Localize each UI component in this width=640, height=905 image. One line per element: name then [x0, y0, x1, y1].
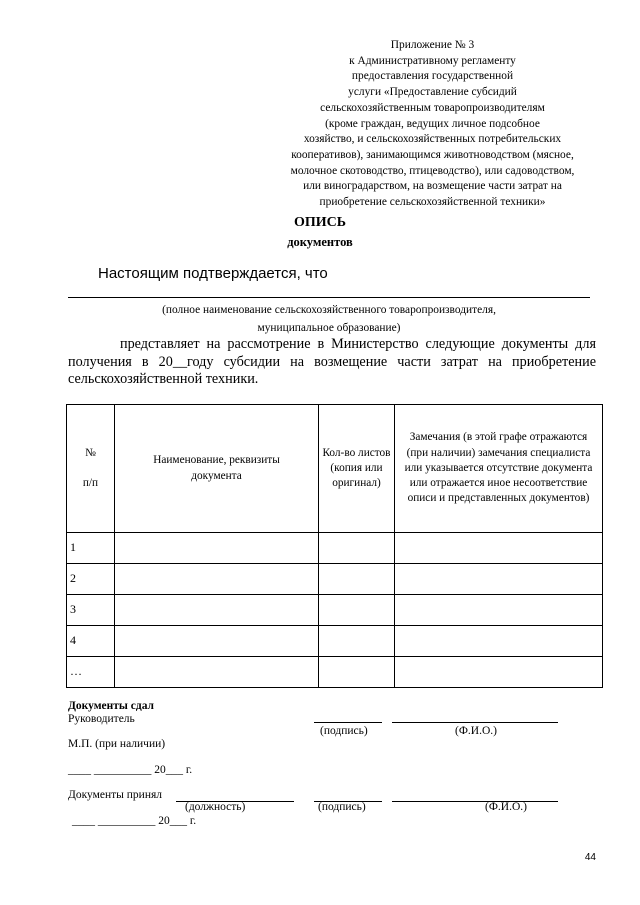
annex-header: [260, 38, 605, 211]
row-number: 4: [67, 626, 115, 657]
handed-fio-line[interactable]: [392, 722, 558, 723]
applicant-name-field[interactable]: [68, 297, 590, 298]
applicant-hint-line1: (полное наименование сельскохозяйственного товаропроизводителя,: [162, 304, 496, 316]
row-number: …: [67, 657, 115, 688]
intro-paragraph: [68, 336, 596, 389]
handed-sign-caption: (подпись): [320, 725, 368, 737]
row-document-name-cell[interactable]: [115, 595, 319, 626]
received-date-field[interactable]: ____ __________ 20___ г.: [72, 815, 197, 827]
received-fio-caption: (Ф.И.О.): [485, 801, 527, 813]
received-position-caption: (должность): [185, 801, 246, 813]
document-subtitle: документов: [287, 235, 353, 249]
received-sign-caption: (подпись): [318, 801, 366, 813]
paragraph-line: представляет на рассмотрение в Министерство следующие документы для: [120, 336, 596, 352]
row-sheet-count-cell[interactable]: [319, 657, 395, 688]
annex-line: сельскохозяйственным товаропроизводителям: [320, 101, 545, 114]
annex-line: (кроме граждан, ведущих личное подсобное: [325, 117, 540, 130]
row-remarks-cell[interactable]: [395, 657, 603, 688]
table-row: [67, 595, 603, 626]
header-number-pp: п/п: [82, 476, 99, 489]
page-number: 44: [584, 852, 596, 863]
annex-line: услуги «Предоставление субсидий: [348, 86, 517, 99]
annex-line: или виноградарством, на возмещение части затрат на: [303, 180, 562, 193]
row-sheet-count-cell[interactable]: [319, 626, 395, 657]
table-header-row: [67, 405, 603, 533]
row-number: 3: [67, 595, 115, 626]
row-sheet-count-cell[interactable]: [319, 564, 395, 595]
annex-line: молочное скотоводство, птицеводство), или садоводством,: [290, 164, 575, 177]
header-remarks: Замечания (в этой графе отражаются (при наличии) замечания специалиста или указывается отсутствие документа или отражается иное несоответствие описи и представленных документов): [395, 405, 603, 533]
documents-table: [66, 404, 603, 688]
annex-line: Приложение № 3: [390, 39, 475, 51]
row-remarks-cell[interactable]: [395, 626, 603, 657]
row-remarks-cell[interactable]: [395, 564, 603, 595]
annex-line: к Административному регламенту: [349, 54, 516, 67]
applicant-hint-line2: муниципальное образование): [257, 322, 401, 334]
row-number: 1: [67, 533, 115, 564]
row-remarks-cell[interactable]: [395, 533, 603, 564]
received-fio-line[interactable]: [392, 801, 558, 802]
row-sheet-count-cell[interactable]: [319, 595, 395, 626]
handed-date-field[interactable]: ____ __________ 20___ г.: [68, 764, 193, 776]
header-number-sign: №: [85, 447, 96, 460]
handed-signature-line[interactable]: [314, 722, 382, 723]
annex-line: хозяйство, и сельскохозяйственных потребительских: [303, 133, 562, 146]
confirm-text: Настоящим подтверждается, что: [98, 265, 328, 282]
handed-fio-caption: (Ф.И.О.): [455, 725, 497, 737]
row-remarks-cell[interactable]: [395, 595, 603, 626]
table-row: [67, 626, 603, 657]
document-title: ОПИСЬ: [293, 215, 347, 230]
paragraph-line: сельскохозяйственной техники.: [68, 371, 259, 388]
row-document-name-cell[interactable]: [115, 657, 319, 688]
annex-line: приобретение сельскохозяйственной техники»: [319, 196, 546, 209]
paragraph-line: получения в 20__году субсидии на возмещение части затрат на приобретение: [68, 353, 596, 370]
header-sheet-count: Кол-во листов (копия или оригинал): [319, 405, 395, 533]
row-sheet-count-cell[interactable]: [319, 533, 395, 564]
table-row: [67, 533, 603, 564]
handed-title: Документы сдал: [68, 700, 155, 712]
header-document-name: Наименование, реквизиты документа: [115, 405, 319, 533]
annex-line: кооперативов), занимающимся животноводством (мясное,: [291, 148, 574, 161]
seal-label: М.П. (при наличии): [68, 738, 166, 750]
handed-head-label: Руководитель: [68, 713, 135, 725]
row-number: 2: [67, 564, 115, 595]
row-document-name-cell[interactable]: [115, 626, 319, 657]
table-row: [67, 657, 603, 688]
row-document-name-cell[interactable]: [115, 564, 319, 595]
table-row: [67, 564, 603, 595]
header-number: [67, 405, 115, 533]
annex-line: предоставления государственной: [351, 70, 514, 83]
received-label: Документы принял: [68, 789, 163, 801]
row-document-name-cell[interactable]: [115, 533, 319, 564]
